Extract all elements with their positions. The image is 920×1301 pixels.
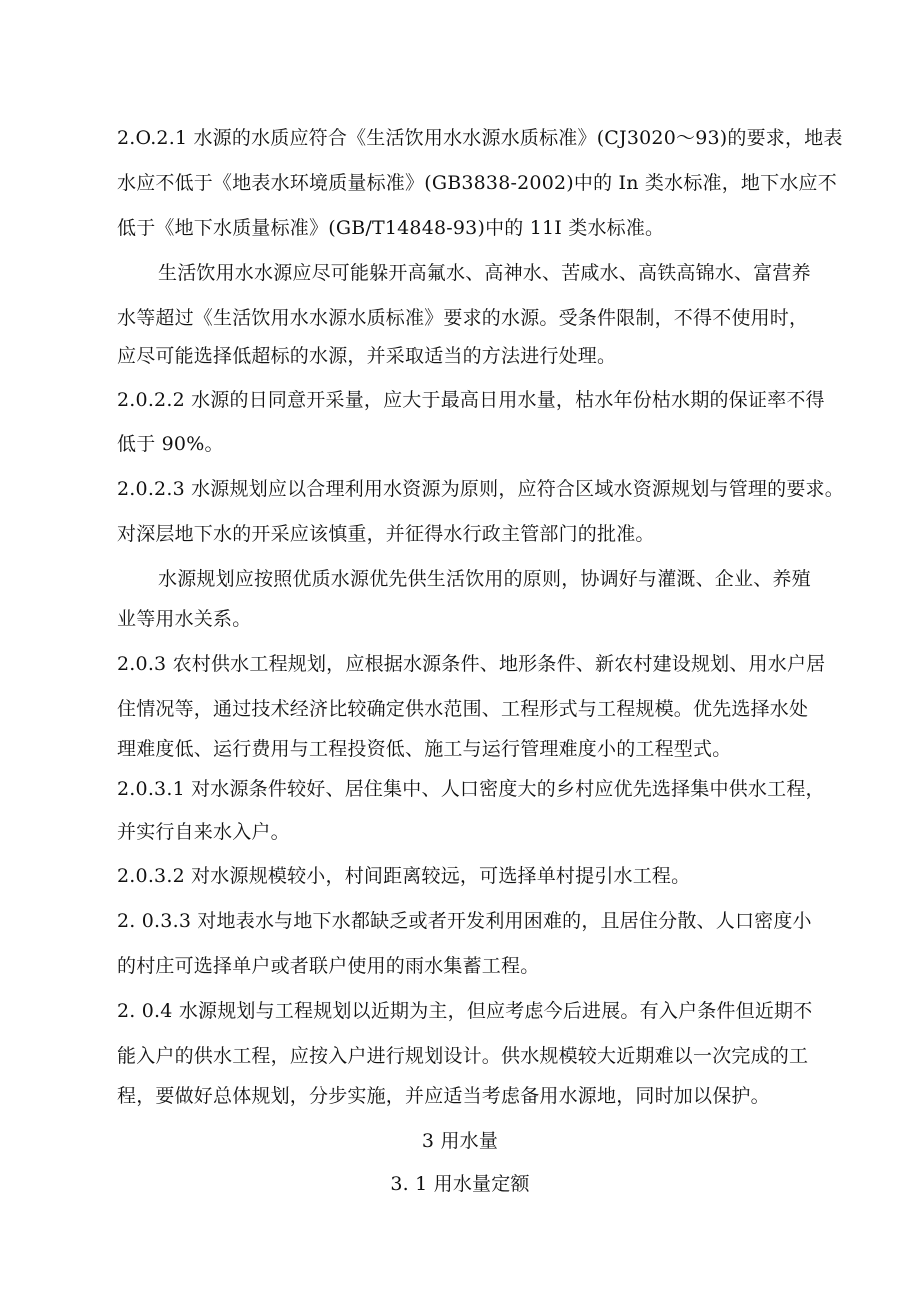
text-line: 生活饮用水水源应尽可能躲开高氟水、高神水、苦咸水、高铁高锦水、富营养 — [158, 262, 811, 284]
text-line: 2.0.3.2 对水源规模较小，村间距离较远，可选择单村提引水工程。 — [117, 865, 691, 887]
text-line: 水应不低于《地表水环境质量标准》(GB3838-2002)中的 In 类水标准，地下水应不 — [117, 172, 837, 194]
text-line: 程，要做好总体规划，分步实施，并应适当考虑备用水源地，同时加以保护。 — [117, 1085, 770, 1107]
text-line: 理难度低、运行费用与工程投资低、施工与运行管理难度小的工程型式。 — [117, 738, 732, 760]
text-line: 2. 0.3.3 对地表水与地下水都缺乏或者开发利用困难的，且居住分散、人口密度小 — [117, 910, 812, 932]
text-line: 应尽可能选择低超标的水源，并采取适当的方法进行处理。 — [117, 345, 617, 367]
text-line: 并实行自来水入户。 — [117, 821, 290, 843]
text-line: 水等超过《生活饮用水水源水质标准》要求的水源。受条件限制，不得不使用时， — [117, 307, 809, 329]
text-line: 对深层地下水的开采应该慎重，并征得水行政主管部门的批准。 — [117, 523, 655, 545]
text-line: 2. 0.4 水源规划与工程规划以近期为主，但应考虑今后进展。有入户条件但近期不 — [117, 1000, 813, 1022]
text-line: 低于《地下水质量标准》(GB/T14848-93)中的 11I 类水标准。 — [117, 217, 665, 239]
text-line: 业等用水关系。 — [117, 608, 252, 630]
subsection-heading: 3. 1 用水量定额 — [390, 1173, 530, 1195]
text-line: 能入户的供水工程，应按入户进行规划设计。供水规模较大近期难以一次完成的工 — [117, 1045, 809, 1067]
text-line: 住情况等，通过技术经济比较确定供水范围、工程形式与工程规模。优先选择水处 — [117, 698, 809, 720]
text-line: 2.0.3 农村供水工程规划，应根据水源条件、地形条件、新农村建设规划、用水户居 — [117, 653, 826, 675]
text-line: 水源规划应按照优质水源优先供生活饮用的原则，协调好与灌溉、企业、养殖 — [158, 568, 811, 590]
section-heading: 3 用水量 — [421, 1130, 499, 1152]
text-line: 低于 90%。 — [117, 433, 224, 455]
text-line: 的村庄可选择单户或者联户使用的雨水集蓄工程。 — [117, 955, 540, 977]
text-line: 2.0.2.2 水源的日同意开采量，应大于最高日用水量，枯水年份枯水期的保证率不得 — [117, 389, 825, 411]
text-line: 2.0.2.3 水源规划应以合理利用水资源为原则，应符合区域水资源规划与管理的要求。 — [117, 478, 844, 500]
text-line: 2.O.2.1 水源的水质应符合《生活饮用水水源水质标准》(CJ3020～93)的要求，地表 — [117, 127, 843, 149]
text-line: 2.0.3.1 对水源条件较好、居住集中、人口密度大的乡村应优先选择集中供水工程， — [117, 778, 825, 800]
